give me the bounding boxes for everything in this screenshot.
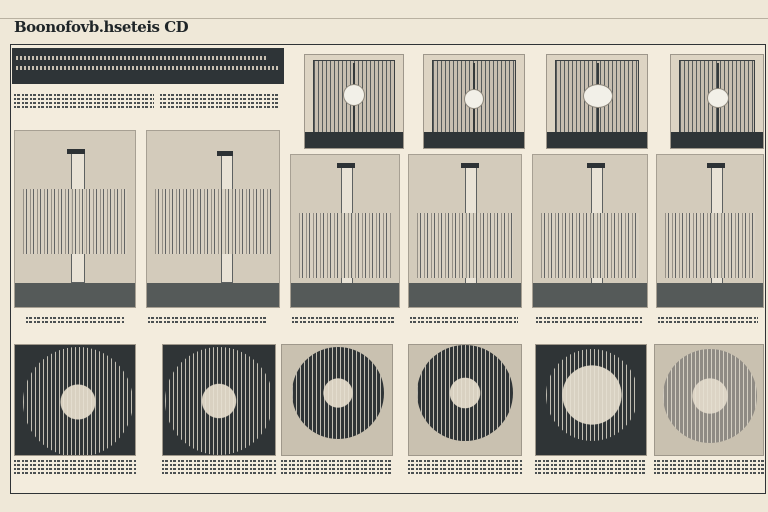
left-text-column-2 xyxy=(160,92,280,120)
bottom-caption-3 xyxy=(281,458,393,488)
middle-panel-2 xyxy=(146,130,280,308)
middle-caption-3 xyxy=(292,315,394,331)
middle-caption-6 xyxy=(658,315,758,331)
bottom-caption-6 xyxy=(654,458,764,488)
bottom-panel-3 xyxy=(281,344,393,456)
middle-caption-2 xyxy=(148,315,268,331)
top-panel-1 xyxy=(304,54,404,149)
bottom-caption-5 xyxy=(535,458,647,488)
middle-panel-6 xyxy=(656,154,764,308)
middle-panel-1 xyxy=(14,130,136,308)
middle-panel-3 xyxy=(290,154,400,308)
middle-panel-4 xyxy=(408,154,522,308)
bottom-panel-5 xyxy=(535,344,647,456)
page-title: Boonofovb.hseteis CD xyxy=(14,18,189,36)
bottom-panel-6 xyxy=(654,344,764,456)
header-block xyxy=(12,48,284,84)
left-text-column-1 xyxy=(14,92,154,120)
bottom-panel-4 xyxy=(408,344,522,456)
bottom-caption-4 xyxy=(408,458,522,488)
top-panel-4 xyxy=(670,54,764,149)
bottom-panel-2 xyxy=(162,344,276,456)
middle-panel-5 xyxy=(532,154,648,308)
middle-caption-5 xyxy=(536,315,642,331)
bottom-caption-1 xyxy=(14,458,136,488)
top-panel-2 xyxy=(423,54,525,149)
bottom-caption-2 xyxy=(162,458,276,488)
middle-caption-4 xyxy=(410,315,518,331)
middle-caption-1 xyxy=(26,315,124,331)
bottom-panel-1 xyxy=(14,344,136,456)
top-panel-3 xyxy=(546,54,648,149)
